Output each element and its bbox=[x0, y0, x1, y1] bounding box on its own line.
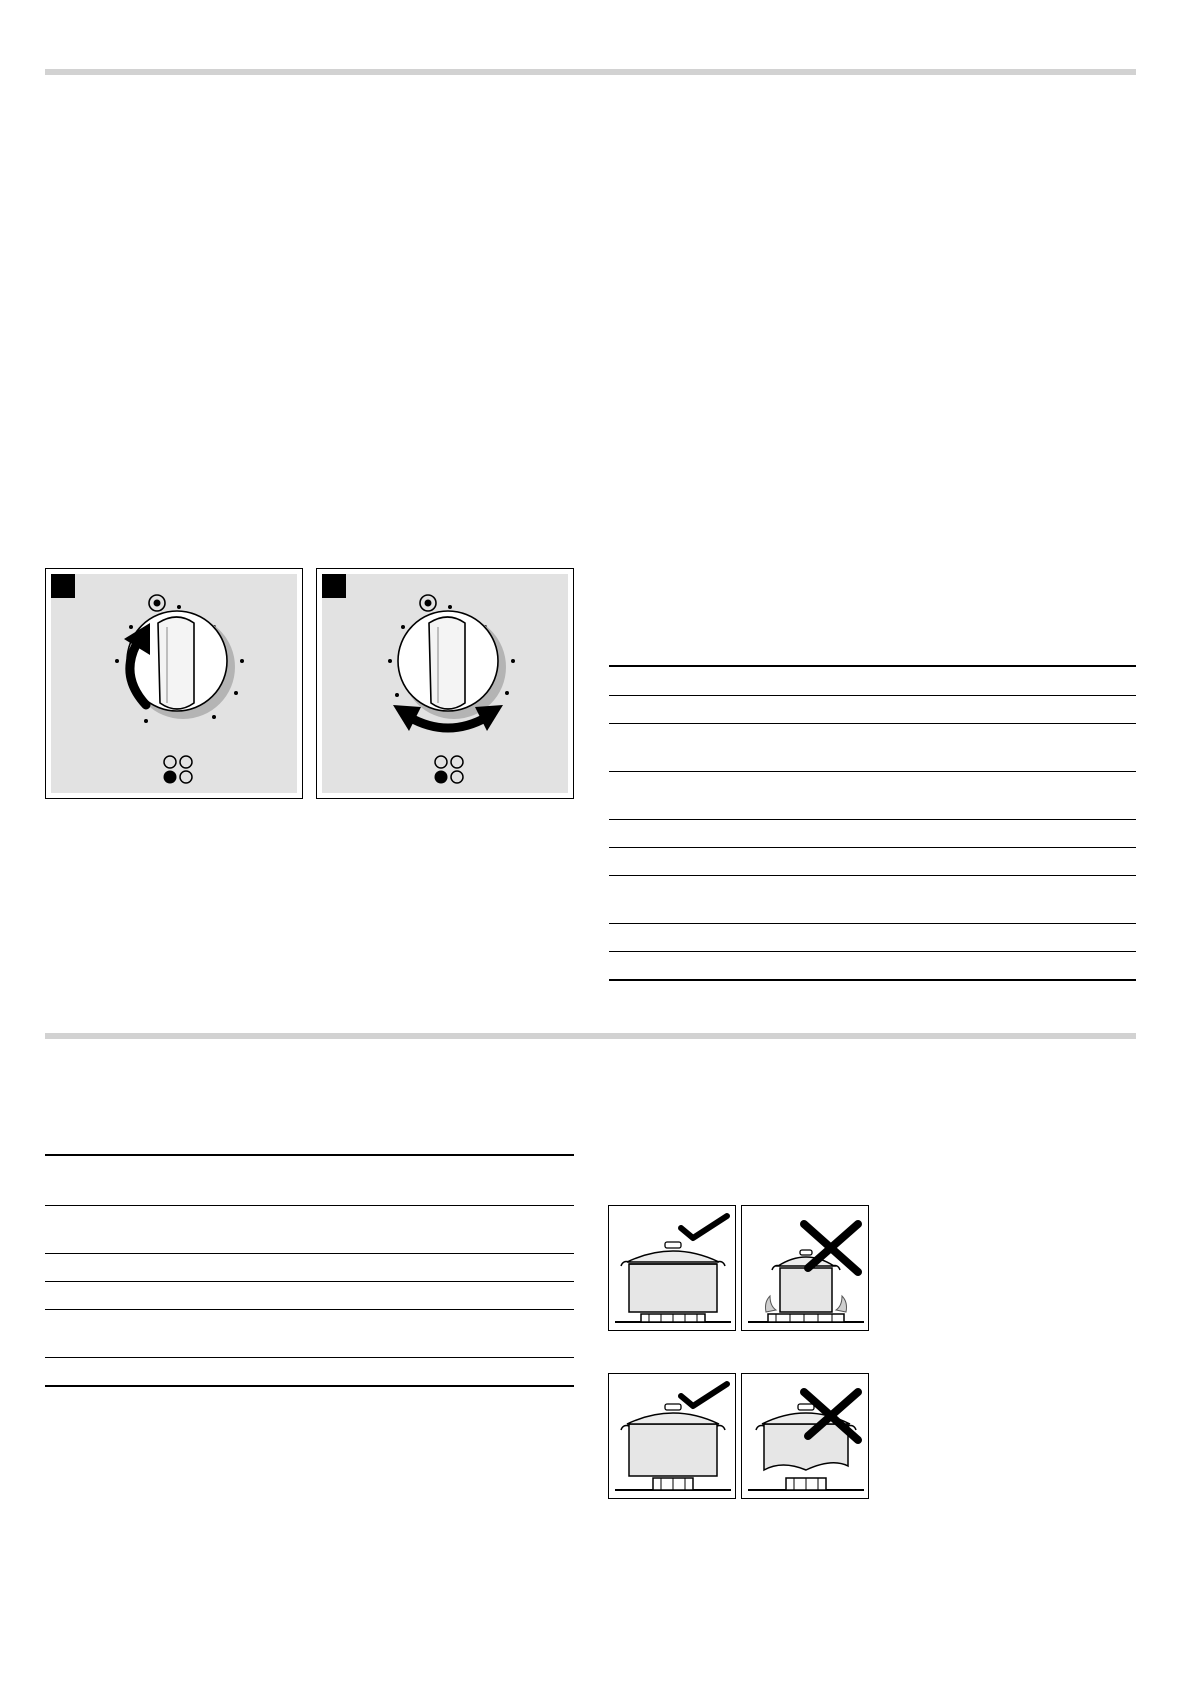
pan-too-small bbox=[741, 1205, 869, 1331]
figure-2 bbox=[316, 568, 574, 799]
table-rule bbox=[45, 1281, 574, 1282]
table-rule bbox=[45, 1154, 574, 1156]
checkmark-icon bbox=[681, 1384, 727, 1406]
section-divider-middle bbox=[45, 1033, 1136, 1039]
table-rule bbox=[609, 771, 1136, 772]
control-knob-icon bbox=[46, 569, 304, 800]
table-rule bbox=[45, 1309, 574, 1310]
table-rule bbox=[609, 979, 1136, 981]
checkmark-icon bbox=[681, 1216, 727, 1238]
table-rule bbox=[609, 695, 1136, 696]
table-rule bbox=[45, 1205, 574, 1206]
pan-correct-size bbox=[608, 1205, 736, 1331]
pan-flat-base bbox=[608, 1373, 736, 1499]
table-rule bbox=[45, 1253, 574, 1254]
pan-warped-base bbox=[741, 1373, 869, 1499]
table-rule bbox=[45, 1357, 574, 1358]
figure-1 bbox=[45, 568, 303, 799]
table-rule bbox=[45, 1385, 574, 1387]
table-rule bbox=[609, 665, 1136, 667]
table-rule bbox=[609, 819, 1136, 820]
table-rule bbox=[609, 923, 1136, 924]
table-rule bbox=[609, 847, 1136, 848]
table-rule bbox=[609, 951, 1136, 952]
control-knob-icon bbox=[317, 569, 575, 800]
section-divider-top bbox=[45, 69, 1136, 75]
table-rule bbox=[609, 875, 1136, 876]
table-rule bbox=[609, 723, 1136, 724]
